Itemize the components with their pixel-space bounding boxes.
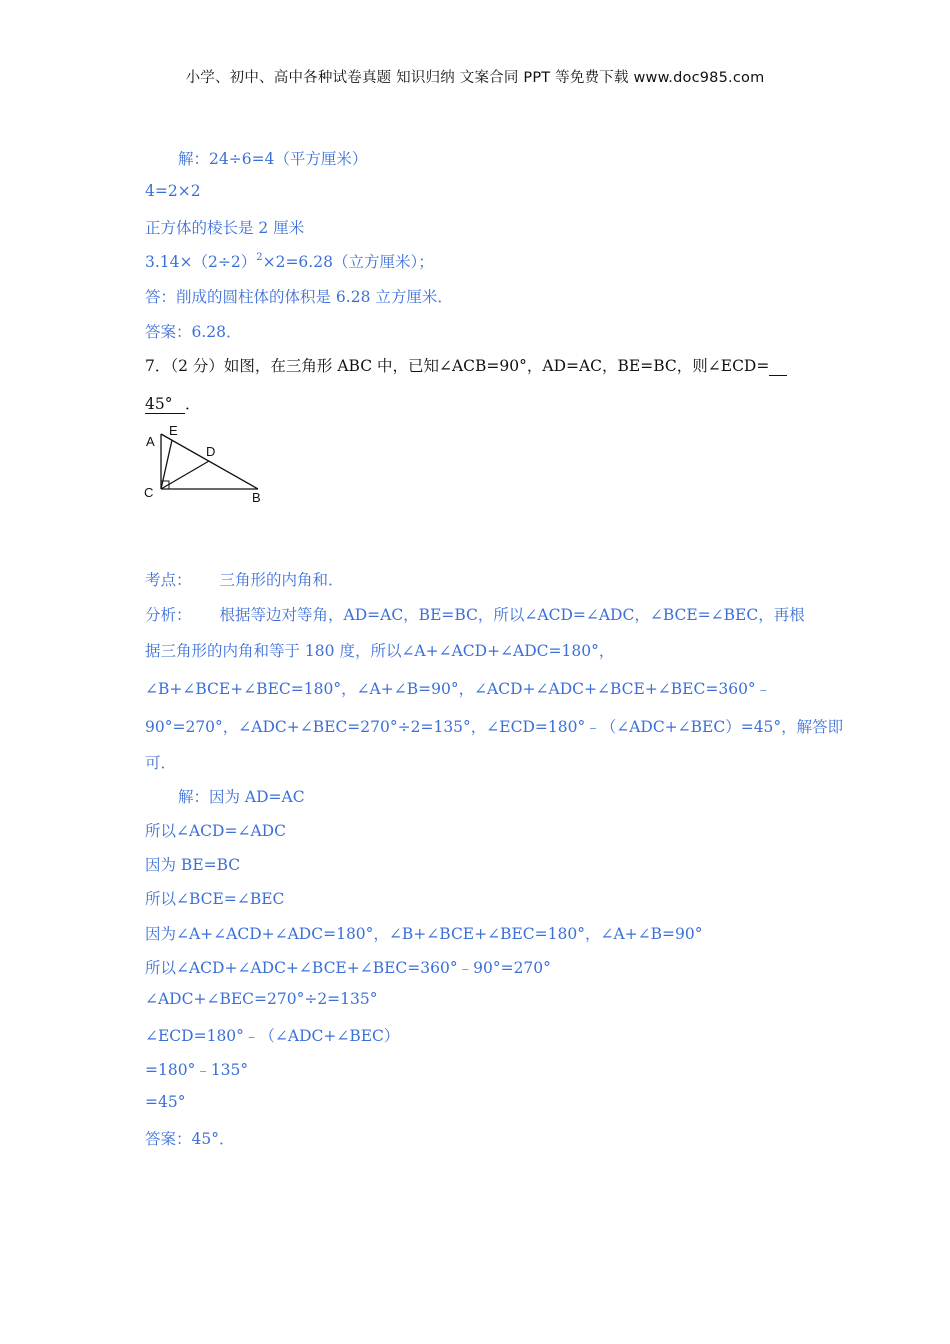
q6-solution-line-4: [145, 250, 434, 272]
page-header: 小学、初中、高中各种试卷真题 知识归纳 文案合同 PPT 等免费下载 www.doc985.com: [185, 70, 765, 86]
q7-blank-answer: 45°: [145, 395, 185, 414]
q7-analysis-line-5: 可．: [145, 754, 177, 772]
q7-analysis-line-2: 据三角形的内角和等于 180 度，所以∠A+∠ACD+∠ADC=180°，: [145, 642, 615, 660]
q7-solution-line-7: ∠ADC+∠BEC=270°÷2=135°: [145, 990, 378, 1008]
q7-stem: [145, 354, 787, 376]
q6-formula-part-2: ×2=6.28（立方厘米）；: [262, 253, 434, 271]
q7-solution-line-2: 所以∠ACD=∠ADC: [145, 822, 286, 840]
label-D: D: [206, 444, 216, 459]
q7-solution-line-5: 因为∠A+∠ACD+∠ADC=180°，∠B+∠BCE+∠BEC=180°，∠A+∠B=90°: [145, 925, 703, 943]
label-A: A: [146, 434, 155, 449]
q7-solution-line-9: =180°﹣135°: [145, 1061, 249, 1079]
q7-topic-label: 考点：: [145, 571, 192, 589]
q6-answer: 答案：6.28．: [145, 323, 242, 341]
q7-analysis-text-1: 根据等边对等角，AD=AC，BE=BC，所以∠ACD=∠ADC，∠BCE=∠BEC，再根: [219, 606, 805, 624]
triangle-figure: [140, 420, 270, 510]
q6-solution-line-2: 4=2×2: [145, 182, 201, 200]
q7-solution-line-8: ∠ECD=180°﹣（∠ADC+∠BEC）: [145, 1027, 400, 1045]
q7-solution-line-10: =45°: [145, 1093, 186, 1111]
q7-blank-line: [145, 392, 201, 414]
q6-solution-line-1: 解：24÷6=4（平方厘米）: [178, 150, 368, 168]
q7-solution-line-1: 解：因为 AD=AC: [178, 788, 305, 806]
segment-CE: [161, 440, 172, 489]
q7-answer: 答案：45°．: [145, 1130, 235, 1148]
label-B: B: [252, 490, 261, 505]
q7-solution-line-3: 因为 BE=BC: [145, 856, 241, 874]
q7-solution-line-4: 所以∠BCE=∠BEC: [145, 890, 285, 908]
q7-blank-lead: [769, 357, 787, 376]
q7-analysis-line-3: ∠B+∠BCE+∠BEC=180°，∠A+∠B=90°，∠ACD+∠ADC+∠BCE+∠BEC=360°﹣: [145, 680, 772, 698]
q7-topic: [145, 568, 344, 590]
q7-topic-text: 三角形的内角和．: [219, 571, 344, 589]
q7-stem-text: 7．（2 分）如图，在三角形 ABC 中，已知∠ACB=90°，AD=AC，BE=BC，则∠ECD=: [145, 357, 770, 375]
q7-analysis-line-1: [145, 603, 805, 625]
q6-formula-exponent: 2: [256, 252, 263, 263]
label-E: E: [169, 423, 178, 438]
q7-solution-line-6: 所以∠ACD+∠ADC+∠BCE+∠BEC=360°﹣90°=270°: [145, 959, 551, 977]
q7-analysis-label: 分析：: [145, 606, 192, 624]
q6-solution-line-3: 正方体的棱长是 2 厘米: [145, 219, 305, 237]
q7-stem-end: ．: [185, 395, 201, 413]
segment-CD: [161, 461, 209, 489]
q6-answer-statement: 答：削成的圆柱体的体积是 6.28 立方厘米．: [145, 288, 453, 306]
q7-analysis-line-4: 90°=270°，∠ADC+∠BEC=270°÷2=135°，∠ECD=180°﹣（∠ADC+∠BEC）=45°，解答即: [145, 718, 844, 736]
label-C: C: [144, 485, 154, 500]
q6-formula-part-1: 3.14×（2÷2）: [145, 253, 257, 271]
